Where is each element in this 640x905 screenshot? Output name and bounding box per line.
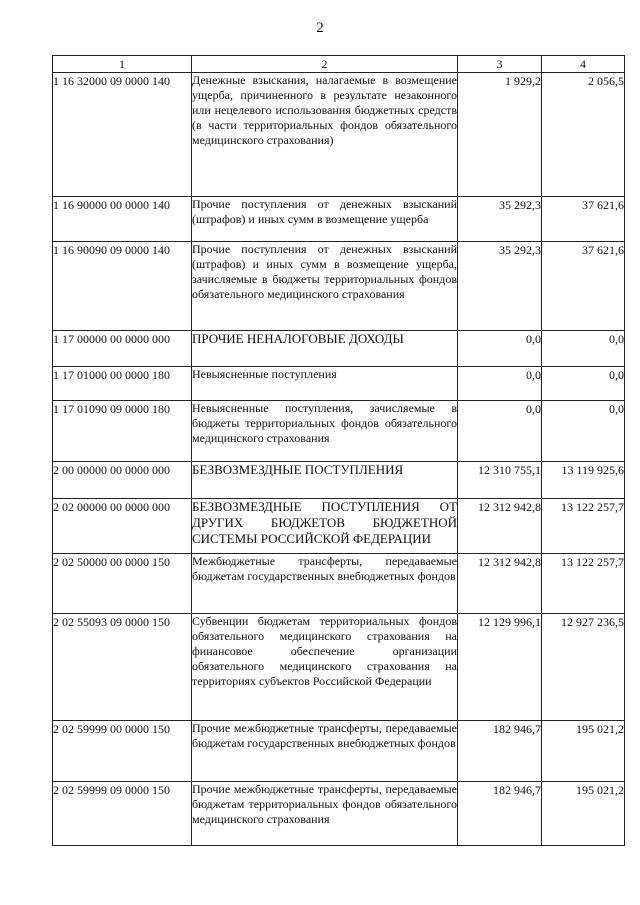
amount-col3: 35 292,3 [458, 242, 542, 331]
revenue-name: Прочие межбюджетные трансферты, передаваемые бюджетам государственных внебюджетных фондов [192, 721, 458, 782]
amount-col3: 0,0 [458, 367, 542, 401]
amount-col4: 37 621,6 [542, 197, 625, 242]
budget-revenue-table [52, 55, 625, 846]
amount-col4: 13 119 925,6 [542, 462, 625, 499]
amount-col4: 0,0 [542, 367, 625, 401]
table-row [53, 462, 625, 499]
revenue-name: Прочие поступления от денежных взысканий (штрафов) и иных сумм в возмещение ущерба [192, 197, 458, 242]
amount-col3: 182 946,7 [458, 721, 542, 782]
revenue-name: Денежные взыскания, налагаемые в возмещение ущерба, причиненного в результате незаконного или нецелевого использования бюджетных средств (в части территориальных фондов обязательного медицинского страхования) [192, 73, 458, 197]
amount-col3: 1 929,2 [458, 73, 542, 197]
amount-col3: 35 292,3 [458, 197, 542, 242]
revenue-name: Невыясненные поступления, зачисляемые в бюджеты территориальных фондов обязательного медицинского страхования [192, 401, 458, 462]
classification-code: 2 00 00000 00 0000 000 [53, 462, 192, 499]
amount-col4: 13 122 257,7 [542, 499, 625, 554]
amount-col4: 195 021,2 [542, 782, 625, 846]
amount-col3: 12 312 942,8 [458, 554, 542, 614]
table-header-row [53, 56, 625, 73]
amount-col3: 182 946,7 [458, 782, 542, 846]
table-row [53, 401, 625, 462]
classification-code: 1 17 00000 00 0000 000 [53, 331, 192, 367]
table-row [53, 73, 625, 197]
revenue-name: Невыясненные поступления [192, 367, 458, 401]
column-header-2: 2 [192, 56, 458, 73]
table-row [53, 782, 625, 846]
column-header-3: 3 [458, 56, 542, 73]
classification-code: 2 02 59999 00 0000 150 [53, 721, 192, 782]
amount-col3: 12 312 942,8 [458, 499, 542, 554]
column-header-1: 1 [53, 56, 192, 73]
classification-code: 1 17 01000 00 0000 180 [53, 367, 192, 401]
classification-code: 2 02 50000 00 0000 150 [53, 554, 192, 614]
table-row [53, 242, 625, 331]
revenue-name: Субвенции бюджетам территориальных фондов обязательного медицинского страхования на финансовое обеспечение организации обязательного медицинского страхования на территориях субъектов Российской Федерации [192, 614, 458, 721]
table-row [53, 197, 625, 242]
amount-col4: 37 621,6 [542, 242, 625, 331]
revenue-name: Межбюджетные трансферты, передаваемые бюджетам государственных внебюджетных фондов [192, 554, 458, 614]
classification-code: 1 16 90090 09 0000 140 [53, 242, 192, 331]
amount-col4: 195 021,2 [542, 721, 625, 782]
amount-col4: 0,0 [542, 401, 625, 462]
classification-code: 1 16 32000 09 0000 140 [53, 73, 192, 197]
amount-col4: 0,0 [542, 331, 625, 367]
revenue-name: ПРОЧИЕ НЕНАЛОГОВЫЕ ДОХОДЫ [192, 331, 458, 367]
revenue-name: Прочие поступления от денежных взысканий (штрафов) и иных сумм в возмещение ущерба, зачисляемые в бюджеты территориальных фондов обязательного медицинского страхования [192, 242, 458, 331]
table-row [53, 554, 625, 614]
revenue-name: Прочие межбюджетные трансферты, передаваемые бюджетам территориальных фондов обязательного медицинского страхования [192, 782, 458, 846]
revenue-name: БЕЗВОЗМЕЗДНЫЕ ПОСТУПЛЕНИЯ [192, 462, 458, 499]
amount-col4: 12 927 236,5 [542, 614, 625, 721]
table-row [53, 614, 625, 721]
table-row [53, 499, 625, 554]
amount-col3: 12 310 755,1 [458, 462, 542, 499]
amount-col3: 0,0 [458, 401, 542, 462]
column-header-4: 4 [542, 56, 625, 73]
revenue-name: БЕЗВОЗМЕЗДНЫЕ ПОСТУПЛЕНИЯ ОТ ДРУГИХ БЮДЖЕТОВ БЮДЖЕТНОЙ СИСТЕМЫ РОССИЙСКОЙ ФЕДЕРАЦИИ [192, 499, 458, 554]
classification-code: 1 16 90000 00 0000 140 [53, 197, 192, 242]
amount-col4: 2 056,5 [542, 73, 625, 197]
classification-code: 2 02 55093 09 0000 150 [53, 614, 192, 721]
amount-col3: 12 129 996,1 [458, 614, 542, 721]
table-row [53, 721, 625, 782]
classification-code: 2 02 00000 00 0000 000 [53, 499, 192, 554]
page-number: 2 [316, 20, 324, 36]
classification-code: 1 17 01090 09 0000 180 [53, 401, 192, 462]
table-row [53, 331, 625, 367]
table-row [53, 367, 625, 401]
amount-col4: 13 122 257,7 [542, 554, 625, 614]
amount-col3: 0,0 [458, 331, 542, 367]
classification-code: 2 02 59999 09 0000 150 [53, 782, 192, 846]
